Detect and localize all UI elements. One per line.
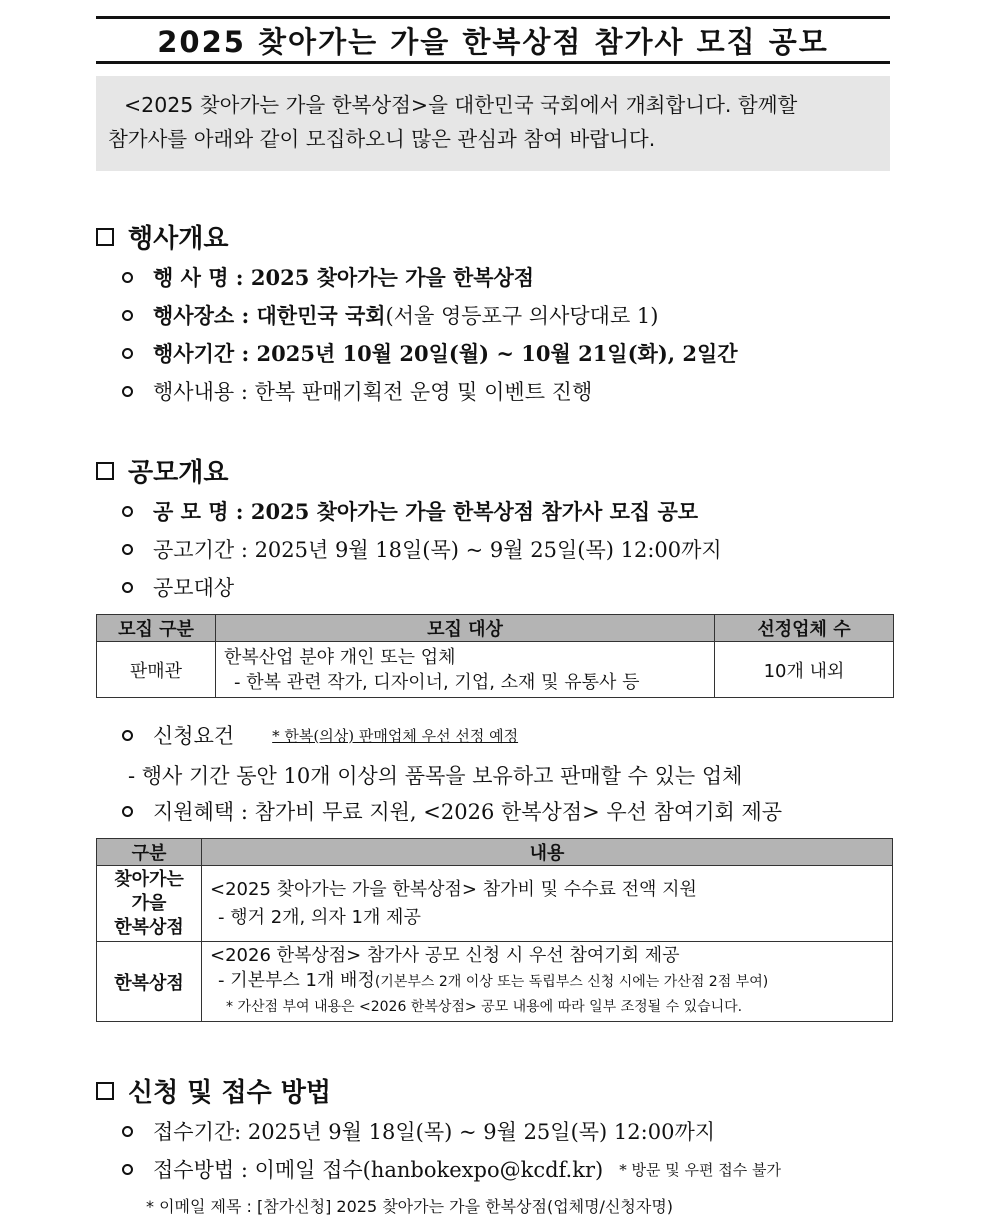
row2-line-3: * 가산점 부여 내용은 <2026 한복상점> 공모 내용에 따라 일부 조정될 수 있습니다. — [226, 999, 743, 1015]
event-name-line — [122, 262, 534, 292]
row1-line-2: - 행거 2개, 의자 1개 제공 — [218, 906, 421, 928]
table-cell-count: 10개 내외 — [715, 642, 894, 698]
bullet-circle-icon — [122, 506, 133, 517]
row2-line-2b: (기본부스 2개 이상 또는 독립부스 신청 시에는 가산점 2점 부여) — [374, 974, 769, 990]
email-subject-note: * 이메일 제목 : [참가신청] 2025 찾아가는 가을 한복상점(업체명/신청자명) — [146, 1197, 674, 1216]
table-cell-label — [97, 866, 202, 942]
receipt-method-note: * 방문 및 우편 접수 불가 — [619, 1160, 781, 1179]
section-overview-heading — [96, 218, 228, 255]
requirement-detail: - 행사 기간 동안 10개 이상의 품목을 보유하고 판매할 수 있는 업체 — [128, 764, 743, 788]
table-cell-content — [202, 866, 893, 942]
row2-line-2a: - 기본부스 1개 배정 — [218, 970, 375, 991]
bullet-circle-icon — [122, 806, 133, 817]
page-title: 2025 찾아가는 가을 한복상점 참가사 모집 공모 — [157, 24, 829, 59]
requirement-line — [122, 720, 518, 750]
section-contest-heading — [96, 452, 228, 489]
content-text: 행사내용 : 한복 판매기획전 운영 및 이벤트 진행 — [153, 380, 593, 404]
table-header: 모집 구분 — [97, 615, 216, 642]
section-overview-title: 행사개요 — [128, 224, 229, 254]
bullet-circle-icon — [122, 1126, 133, 1137]
benefit-line — [122, 796, 782, 826]
table-header: 구분 — [97, 839, 202, 866]
target-table — [96, 614, 894, 698]
venue-address: (서울 영등포구 의사당대로 1) — [385, 304, 659, 328]
notice-period-text: 공고기간 : 2025년 9월 18일(목) ~ 9월 25일(목) 12:00까지 — [153, 538, 722, 562]
contest-name-text: 공 모 명 : 2025 찾아가는 가을 한복상점 참가사 모집 공모 — [153, 499, 699, 524]
table-header: 내용 — [202, 839, 893, 866]
requirement-label: 신청요건 — [153, 724, 235, 748]
requirement-note: * 한복(의상) 판매업체 우선 선정 예정 — [272, 726, 519, 745]
checkbox-square-icon — [96, 1082, 114, 1100]
table-header: 선정업체 수 — [715, 615, 894, 642]
benefit-text: 지원혜택 : 참가비 무료 지원, <2026 한복상점> 우선 참여기회 제공 — [153, 800, 783, 824]
section-apply-heading — [96, 1072, 331, 1109]
target-line-2: - 한복 관련 작가, 디자이너, 기업, 소재 및 유통사 등 — [234, 671, 640, 693]
receipt-method-text: 접수방법 : 이메일 접수(hanbokexpo@kcdf.kr) — [153, 1158, 604, 1182]
table-header: 모집 대상 — [216, 615, 715, 642]
notice-period-line — [122, 534, 722, 564]
bullet-circle-icon — [122, 1164, 133, 1175]
bullet-circle-icon — [122, 272, 133, 283]
contest-name-line — [122, 496, 698, 526]
row1-line-1: <2025 찾아가는 가을 한복상점> 참가비 및 수수료 전액 지원 — [210, 878, 697, 900]
receipt-method-line — [122, 1154, 781, 1184]
row1-label-2: 가을 — [131, 892, 167, 914]
checkbox-square-icon — [96, 228, 114, 246]
benefit-table — [96, 838, 893, 1022]
section-apply-title: 신청 및 접수 방법 — [128, 1078, 331, 1108]
bullet-circle-icon — [122, 730, 133, 741]
intro-box — [96, 76, 890, 171]
table-cell-label: 한복상점 — [97, 942, 202, 1022]
target-line — [122, 572, 234, 602]
row2-line-1: <2026 한복상점> 참가사 공모 신청 시 우선 참여기회 제공 — [210, 945, 680, 966]
row1-label-3: 한복상점 — [114, 916, 184, 938]
target-text: 공모대상 — [153, 576, 235, 600]
content-line — [122, 376, 592, 406]
receipt-period-line — [122, 1116, 715, 1146]
table-cell-category: 판매관 — [97, 642, 216, 698]
checkbox-square-icon — [96, 462, 114, 480]
bullet-circle-icon — [122, 544, 133, 555]
table-cell-target — [216, 642, 715, 698]
target-line-1: 한복산업 분야 개인 또는 업체 — [224, 646, 456, 668]
bullet-circle-icon — [122, 582, 133, 593]
table-cell-content — [202, 942, 893, 1022]
period-text: 행사기간 : 2025년 10월 20일(월) ~ 10월 21일(화), 2일간 — [153, 341, 738, 366]
event-name-text: 행 사 명 : 2025 찾아가는 가을 한복상점 — [153, 265, 535, 290]
period-line — [122, 338, 738, 368]
section-contest-title: 공모개요 — [128, 458, 229, 488]
bullet-circle-icon — [122, 310, 133, 321]
bullet-circle-icon — [122, 348, 133, 359]
intro-line-2: 참가사를 아래와 같이 모집하오니 많은 관심과 참여 바랍니다. — [108, 127, 656, 151]
intro-line-1: <2025 찾아가는 가을 한복상점>을 대한민국 국회에서 개최합니다. 함께할 — [124, 93, 798, 117]
bullet-circle-icon — [122, 386, 133, 397]
receipt-period-text: 접수기간: 2025년 9월 18일(목) ~ 9월 25일(목) 12:00까지 — [153, 1120, 716, 1144]
venue-text: 행사장소 : 대한민국 국회 — [153, 303, 386, 328]
title-box — [96, 16, 890, 64]
row1-label-1: 찾아가는 — [114, 868, 184, 890]
venue-line — [122, 300, 658, 330]
